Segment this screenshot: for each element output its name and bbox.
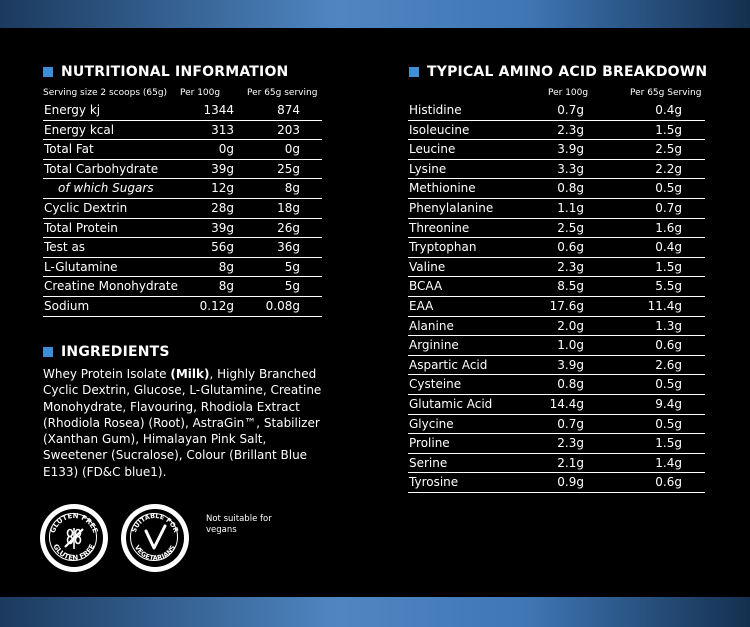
row-label: Cyclic Dextrin	[44, 201, 128, 215]
row-value-per-serving: 1.5g	[655, 436, 682, 451]
bullet-square-icon	[43, 347, 53, 357]
table-row	[43, 199, 322, 219]
table-row	[43, 121, 322, 141]
vegan-note: Not suitable for vegans	[206, 514, 272, 535]
row-value-per-100g: 0.9g	[557, 475, 584, 490]
row-value-per-100g: 2.3g	[557, 259, 584, 274]
row-label: Aspartic Acid	[409, 357, 488, 372]
row-label: Serine	[409, 455, 448, 470]
row-value-per-100g: 313	[211, 122, 234, 137]
row-value-per-100g: 0.7g	[557, 416, 584, 431]
row-value-per-serving: 11.4g	[647, 299, 682, 313]
row-label: Cysteine	[409, 377, 462, 392]
row-label: Tryptophan	[409, 240, 477, 255]
table-row	[408, 434, 705, 454]
row-value-per-serving: 5g	[284, 279, 300, 294]
table-row	[408, 219, 705, 239]
nutrition-title: NUTRITIONAL INFORMATION	[61, 64, 289, 80]
row-value-per-100g: 0g	[218, 142, 234, 157]
row-value-per-100g: 3.3g	[557, 161, 584, 176]
row-label: Energy kcal	[44, 122, 115, 137]
row-value-per-serving: 0.6g	[655, 338, 682, 353]
row-label: BCAA	[409, 279, 443, 294]
row-value-per-100g: 0.8g	[557, 181, 584, 196]
allergen-milk: (Milk)	[170, 367, 210, 381]
row-value-per-serving: 0.5g	[655, 377, 682, 392]
row-label: Alanine	[409, 318, 454, 333]
table-row	[408, 160, 705, 180]
row-label: Isoleucine	[409, 122, 470, 137]
gluten-free-badge	[40, 504, 108, 572]
row-value-per-serving: 0.08g	[265, 299, 300, 313]
row-value-per-serving: 0.5g	[655, 416, 682, 431]
row-value-per-serving: 26g	[277, 220, 300, 235]
row-value-per-100g: 2.3g	[557, 436, 584, 451]
row-label: Lysine	[409, 161, 447, 176]
row-value-per-100g: 8g	[218, 259, 234, 274]
top-blue-band	[0, 0, 750, 28]
nutrition-heading	[43, 64, 288, 80]
row-label: Glycine	[409, 416, 454, 431]
row-label: Phenylalanine	[409, 201, 494, 215]
row-label: Total Carbohydrate	[44, 161, 159, 176]
table-row	[408, 258, 705, 278]
row-value-per-serving: 0.5g	[655, 181, 682, 196]
row-value-per-100g: 28g	[211, 201, 234, 215]
row-value-per-serving: 0.4g	[655, 103, 682, 117]
table-row	[408, 121, 705, 141]
table-row	[43, 179, 322, 199]
nutrition-col1-header: Per 100g	[180, 88, 221, 98]
row-value-per-100g: 56g	[211, 240, 234, 255]
nutrition-col2-header: Per 65g serving	[247, 88, 318, 98]
row-value-per-100g: 12g	[211, 181, 234, 196]
row-value-per-100g: 0.8g	[557, 377, 584, 392]
table-row	[408, 395, 705, 415]
row-value-per-serving: 8g	[284, 181, 300, 196]
row-label: Valine	[409, 259, 446, 274]
row-label: Leucine	[409, 142, 456, 157]
row-label: Methionine	[409, 181, 476, 196]
table-row	[43, 277, 322, 297]
row-value-per-100g: 17.6g	[549, 299, 584, 313]
row-value-per-100g: 2.3g	[557, 122, 584, 137]
row-value-per-serving: 25g	[277, 161, 300, 176]
row-label: Total Protein	[44, 220, 118, 235]
row-value-per-100g: 14.4g	[549, 397, 584, 411]
row-value-per-100g: 8.5g	[557, 279, 584, 294]
row-label: Histidine	[409, 103, 462, 117]
table-row	[408, 375, 705, 395]
amino-title: TYPICAL AMINO ACID BREAKDOWN	[427, 64, 708, 80]
row-value-per-100g: 0.6g	[557, 240, 584, 255]
row-label: Proline	[409, 436, 450, 451]
table-row	[408, 415, 705, 435]
row-value-per-serving: 36g	[277, 240, 300, 255]
row-value-per-100g: 39g	[211, 161, 234, 176]
row-value-per-serving: 1.6g	[655, 220, 682, 235]
row-value-per-serving: 18g	[277, 201, 300, 215]
row-label: Energy kj	[44, 103, 101, 117]
row-value-per-100g: 39g	[211, 220, 234, 235]
row-label: Threonine	[409, 220, 470, 235]
row-label: Arginine	[409, 338, 459, 353]
row-value-per-serving: 5.5g	[655, 279, 682, 294]
row-label: Glutamic Acid	[409, 397, 493, 411]
amino-heading	[409, 64, 707, 80]
row-value-per-100g: 3.9g	[557, 357, 584, 372]
veg-badge-top-text: SUITABLE FOR	[129, 511, 181, 534]
vegetarian-badge	[121, 504, 189, 572]
row-value-per-serving: 0.6g	[655, 475, 682, 490]
row-value-per-100g: 1.1g	[557, 201, 584, 215]
gluten-badge-top-text: GLUTEN FREE	[48, 511, 100, 535]
gluten-free-icon	[40, 504, 108, 572]
serving-size-label: Serving size 2 scoops (65g)	[43, 88, 168, 98]
table-row	[408, 179, 705, 199]
bottom-blue-band	[0, 597, 750, 627]
vegetarian-icon	[121, 504, 189, 572]
amino-col2-header: Per 65g Serving	[630, 88, 702, 98]
row-value-per-serving: 1.5g	[655, 122, 682, 137]
table-row	[408, 199, 705, 219]
gluten-badge-bottom-text: GLUTEN FREE	[51, 542, 97, 563]
table-row	[408, 356, 705, 376]
table-row	[43, 238, 322, 258]
table-row	[408, 473, 705, 493]
row-value-per-serving: 874	[277, 103, 300, 117]
ingredients-title: INGREDIENTS	[61, 344, 170, 360]
row-label: Test as	[44, 240, 86, 255]
ingredients-text-start: Whey Protein Isolate	[43, 367, 171, 381]
row-value-per-100g: 1344	[203, 103, 234, 117]
table-row	[43, 258, 322, 278]
bullet-square-icon	[43, 67, 53, 77]
row-value-per-serving: 0g	[284, 142, 300, 157]
row-label: Creatine Monohydrate	[44, 279, 178, 294]
table-row	[408, 454, 705, 474]
row-value-per-100g: 0.12g	[199, 299, 234, 313]
row-label: Total Fat	[44, 142, 94, 157]
bullet-square-icon	[409, 67, 419, 77]
row-value-per-100g: 1.0g	[557, 338, 584, 353]
row-value-per-100g: 2.5g	[557, 220, 584, 235]
row-value-per-100g: 8g	[218, 279, 234, 294]
row-value-per-serving: 2.5g	[655, 142, 682, 157]
row-label: EAA	[409, 299, 434, 313]
table-row	[408, 277, 705, 297]
row-value-per-serving: 1.3g	[655, 318, 682, 333]
row-value-per-serving: 203	[277, 122, 300, 137]
table-row	[408, 101, 705, 121]
row-value-per-serving: 2.2g	[655, 161, 682, 176]
table-row	[43, 101, 322, 121]
row-value-per-serving: 0.7g	[655, 201, 682, 215]
veg-badge-bottom-text: VEGETARIANS	[132, 543, 178, 563]
row-value-per-serving: 2.6g	[655, 357, 682, 372]
row-label: of which Sugars	[58, 181, 154, 196]
row-value-per-serving: 9.4g	[655, 397, 682, 411]
amino-col1-header: Per 100g	[548, 88, 589, 98]
table-row	[408, 336, 705, 356]
row-value-per-100g: 0.7g	[557, 103, 584, 117]
row-label: Tyrosine	[409, 475, 459, 490]
row-value-per-serving: 1.5g	[655, 259, 682, 274]
table-row	[408, 317, 705, 337]
row-value-per-serving: 0.4g	[655, 240, 682, 255]
ingredients-text-rest: , Highly Branched Cyclic Dextrin, Glucose, L-Glutamine, Creatine Monohydrate, Flavouring, Rhodiola Extract (Rhodiola Rosea) (Root), AstraGin™, Stabilizer (Xanthan Gum), Himalayan Pink Salt, Sweetener (Sucralose), Colour (Brillant Blue E133) (FD&C blue1).	[43, 367, 322, 479]
row-value-per-100g: 2.0g	[557, 318, 584, 333]
row-label: L-Glutamine	[44, 259, 118, 274]
table-row	[408, 140, 705, 160]
ingredients-heading	[43, 344, 170, 360]
row-value-per-100g: 3.9g	[557, 142, 584, 157]
row-value-per-serving: 5g	[284, 259, 300, 274]
table-row	[408, 297, 705, 317]
table-row	[43, 297, 322, 317]
row-value-per-serving: 1.4g	[655, 455, 682, 470]
svg-text:SUITABLE FOR	[130, 512, 180, 534]
row-label: Sodium	[44, 299, 90, 313]
table-row	[43, 219, 322, 239]
table-row	[408, 238, 705, 258]
table-row	[43, 140, 322, 160]
table-row	[43, 160, 322, 180]
row-value-per-100g: 2.1g	[557, 455, 584, 470]
ingredients-text	[43, 366, 333, 480]
